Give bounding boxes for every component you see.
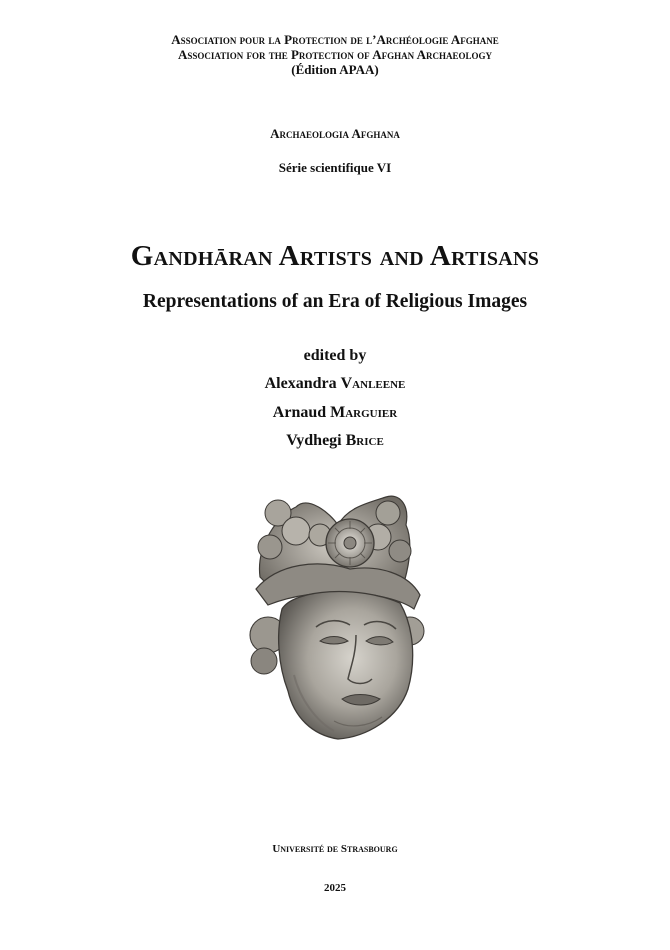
editor-last-name: Brice — [345, 432, 384, 449]
editor-name — [0, 404, 670, 422]
editor-first-name: Arnaud — [272, 404, 327, 421]
editor-name — [0, 432, 670, 450]
university-name: Université de Strasbourg — [272, 843, 398, 855]
book-subtitle: Representations of an Era of Religious Images — [142, 291, 528, 312]
publisher-line-en: Association for the Protection of Afghan Archaeology — [177, 47, 493, 62]
editor-first-name: Alexandra — [264, 375, 337, 392]
publication-year: 2025 — [324, 882, 346, 894]
book-title: Gandhāran Artists and Artisans — [130, 240, 540, 272]
editor-last-name: Vanleene — [340, 375, 406, 392]
series-name: Archaeologia Afghana — [270, 126, 400, 141]
series-volume: Série scientifique VI — [278, 160, 392, 175]
sculpted-head-icon — [238, 485, 438, 745]
publisher-edition: (Édition APAA) — [291, 62, 379, 77]
edited-by-label: edited by — [303, 347, 367, 364]
editor-last-name: Marguier — [330, 404, 398, 421]
editor-first-name: Vydhegi — [286, 432, 342, 449]
editor-name — [0, 375, 670, 393]
publisher-line-fr: Association pour la Protection de l’Archéologie Afghane — [171, 32, 499, 47]
